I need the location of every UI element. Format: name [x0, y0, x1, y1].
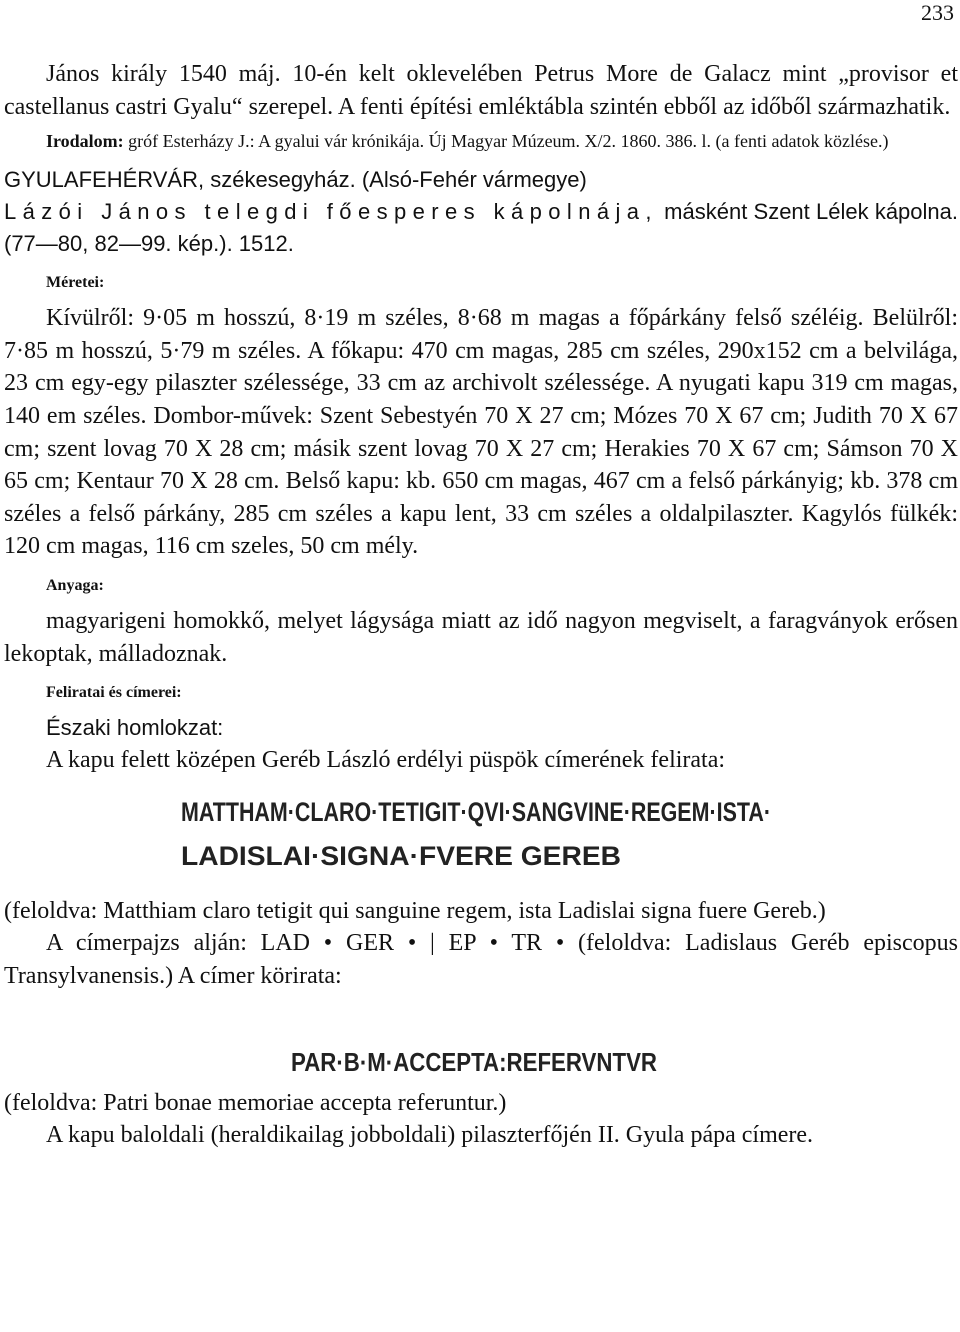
intro-paragraph: János király 1540 máj. 10-én kelt oklevelében Petrus More de Galacz mint „provisor et castellanus castri Gyalu“ szerepel. A fenti építési emléktábla szintén ebből az időből származhatik. — [4, 61, 958, 120]
literature-text: gróf Esterházy J.: A gyalui vár krónikája. Új Magyar Múzeum. X/2. 1860. 386. l. (a fenti adatok közlése.) — [128, 131, 889, 152]
literature-label: Irodalom: — [46, 131, 124, 152]
dimensions-paragraph: Kívülről: 9·05 m hosszú, 8·19 m széles, 8·68 m magas a főpárkány felső széléig. Belülről: 7·85 m hosszú, 5·79 m széles. A főkapu: 470 cm magas, 285 cm széles, 290x152 cm a belvilága, 23 cm egy-egy pilaszter szélessége, 33 cm az archivolt szélessége. A nyugati kapu 319 cm magas, 140 em széles. Dombor-művek: Szent Sebestyén 70 X 27 cm; Mózes 70 X 67 cm; Judith 70 X 67 cm; szent lovag 70 X 28 cm; másik szent lovag 70 X 27 cm; Herakies 70 X 67 cm; Sámson 70 X 65 cm; Kentaur 70 X 28 cm. Belső kapu: kb. 650 cm magas, 467 cm a felső párkányig; kb. 378 cm széles a felső párkány, 285 cm széles a kapu lent, 33 cm széles a oldalpilaszter. Kagylós fülkék: 120 cm magas, 116 cm szeles, 50 cm mély. — [4, 305, 958, 560]
document-body — [4, 58, 958, 1152]
dimensions-label: Méretei: — [46, 274, 105, 292]
north-facade-heading: Északi homlokzat: — [46, 715, 224, 741]
page-number: 233 — [921, 0, 954, 25]
resolved-inscription-2: (feloldva: Patri bonae memoriae accepta referuntur.) — [4, 1089, 507, 1116]
inscription-1-line-1: MATTHAM·CLARO·TETIGIT·QVI·SANGVINE·REGEM·ISTA· — [181, 796, 771, 827]
shield-bottom-text: A címerpajzs alján: LAD • GER • | EP • TR • (feloldva: Ladislaus Geréb episcopus Transylvanensis.) A címer körirata: — [4, 930, 958, 989]
inscription-2-text: PAR·B·M·ACCEPTA:REFERVNTVR — [291, 1046, 658, 1077]
inscription-image-2 — [291, 1037, 671, 1083]
last-paragraph: A kapu baloldali (heraldikailag jobboldali) pilaszterfőjén II. Gyula pápa címere. — [46, 1122, 814, 1149]
entry-subtitle-spaced: Lázói János telegdi főesperes kápolnája, — [4, 199, 658, 225]
above-gate-text: A kapu felett középen Geréb László erdélyi püspök címerének felirata: — [46, 747, 726, 774]
material-paragraph: magyarigeni homokkő, melyet lágysága miatt az idő nagyon megviselt, a faragványok erősen lekoptak, málladoznak. — [4, 607, 958, 667]
resolved-inscription-1: (feloldva: Matthiam claro tetigit qui sanguine regem, ista Ladislai signa fuere Gereb.) — [4, 897, 826, 924]
inscription-image-1 — [181, 791, 781, 875]
entry-subtitle — [4, 196, 958, 260]
inscription-1-line-2: LADISLAI·SIGNA·FVERE GEREB — [181, 840, 621, 871]
entry-subtitle-rest: másként Szent Lélek kápolna. (77—80, 82—99. kép.). 1512. — [4, 199, 958, 257]
entry-title: GYULAFEHÉRVÁR, székesegyház. (Alsó-Fehér vármegye) — [4, 167, 587, 193]
literature-paragraph — [4, 129, 958, 154]
material-label: Anyaga: — [46, 576, 104, 594]
inscriptions-label: Feliratai és címerei: — [46, 684, 182, 702]
